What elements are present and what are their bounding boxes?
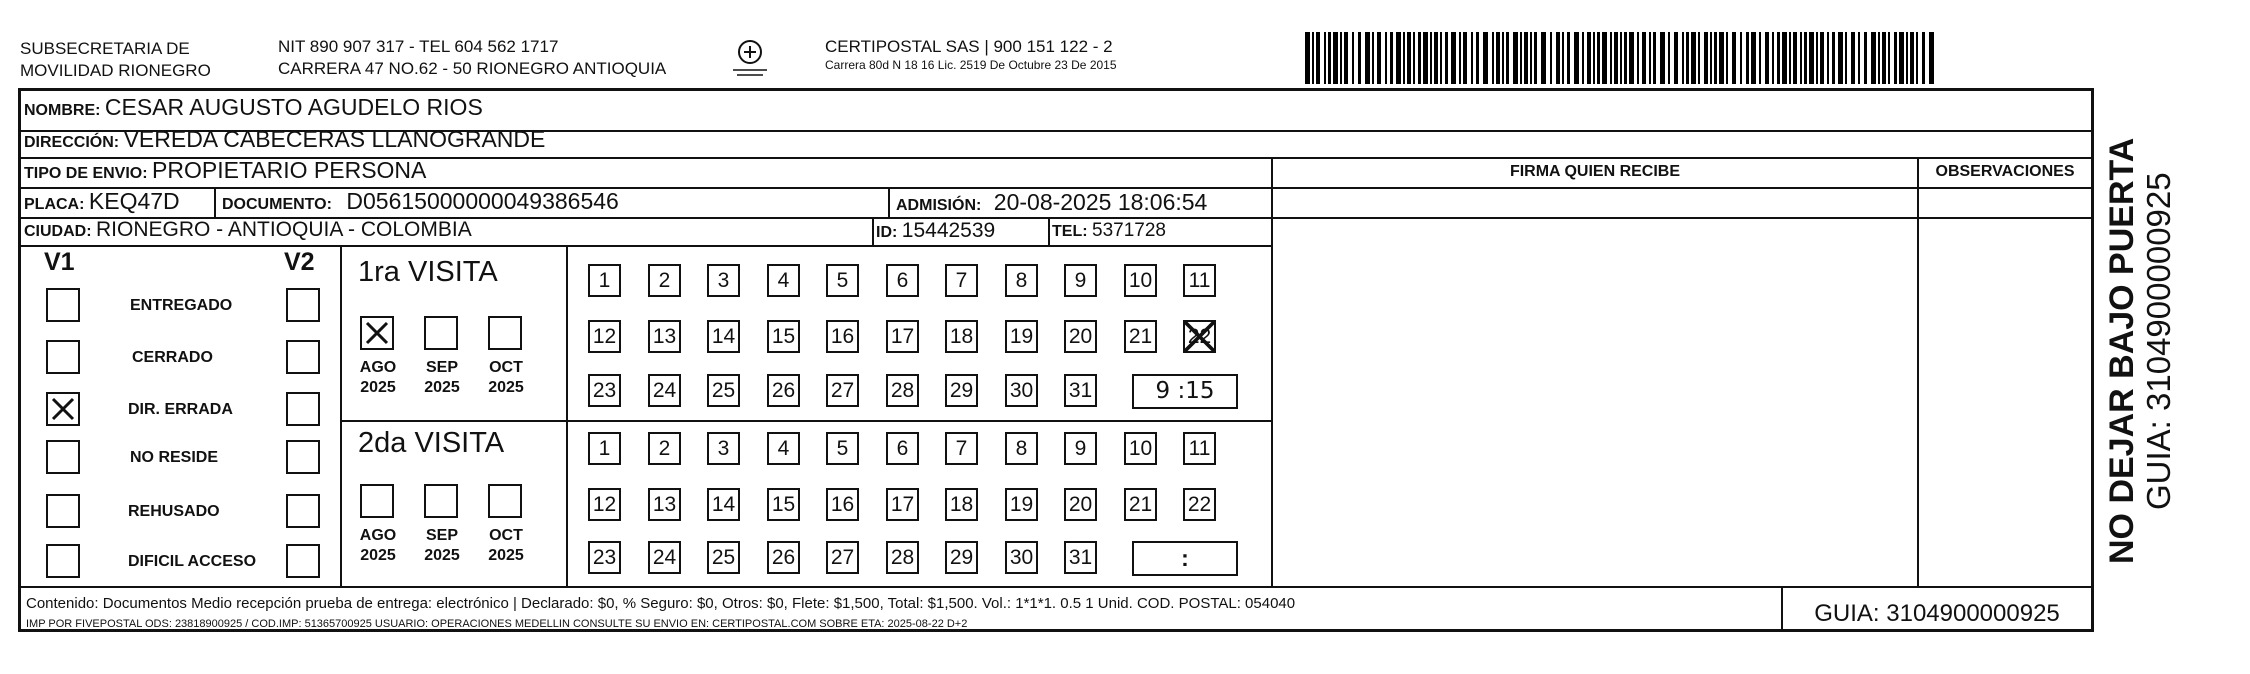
document-value: D05615000000049386546 <box>346 188 619 214</box>
document-field: DOCUMENTO: D05615000000049386546 <box>222 188 619 214</box>
day-box[interactable]: 8 <box>1005 432 1038 465</box>
side-guia: GUIA: 3104900000925 <box>2140 172 2177 510</box>
observations-header: OBSERVACIONES <box>1935 163 2075 180</box>
day-box[interactable] <box>1183 320 1216 353</box>
v2-checkbox[interactable] <box>286 392 320 426</box>
day-box[interactable]: 3 <box>707 432 740 465</box>
footer-content: Contenido: Documentos Medio recepción prueba de entrega: electrónico | Declarado: $0, % Seguro: $0, Otros: $0, Flete: $1,500, Total: $1,500. Vol.: 1*1*1. 0.5 1 Unid. COD. POSTAL: 054040 <box>26 595 1296 612</box>
side-warning: NO DEJAR BAJO PUERTA <box>2103 137 2141 564</box>
day-box[interactable]: 11 <box>1183 432 1216 465</box>
month-checkbox-oct[interactable] <box>488 316 522 350</box>
day-box[interactable]: 18 <box>945 488 978 521</box>
v1-checkbox[interactable] <box>46 544 80 578</box>
v2-header: V2 <box>284 248 315 276</box>
status-label: NO RESIDE <box>130 449 219 466</box>
month-year: 2025 <box>360 379 396 396</box>
day-box[interactable]: 28 <box>886 541 919 574</box>
visit1-time: 9 :15 <box>1132 374 1238 409</box>
v1-checkbox[interactable] <box>46 440 80 474</box>
day-box[interactable]: 4 <box>767 264 800 297</box>
month-checkbox-ago[interactable] <box>360 316 394 350</box>
day-box[interactable]: 10 <box>1124 264 1157 297</box>
day-box[interactable]: 7 <box>945 432 978 465</box>
day-box[interactable]: 1 <box>588 432 621 465</box>
month-name: AGO <box>359 359 397 376</box>
month-label <box>352 358 404 398</box>
status-label: ENTREGADO <box>130 297 233 314</box>
day-box[interactable]: 15 <box>767 320 800 353</box>
day-box[interactable]: 12 <box>588 320 621 353</box>
status-label: DIR. ERRADA <box>128 401 233 418</box>
tel-field: TEL: 5371728 <box>1052 220 1166 241</box>
day-box[interactable]: 16 <box>826 488 859 521</box>
day-box[interactable]: 19 <box>1005 488 1038 521</box>
name-row: NOMBRE: CESAR AUGUSTO AGUDELO RIOS <box>24 94 483 120</box>
v1-header: V1 <box>44 248 75 276</box>
city-field: CIUDAD: RIONEGRO - ANTIOQUIA - COLOMBIA <box>24 218 472 241</box>
day-box[interactable]: 7 <box>945 264 978 297</box>
day-box[interactable]: 2 <box>648 264 681 297</box>
day-box[interactable]: 29 <box>945 541 978 574</box>
day-box[interactable]: 27 <box>826 374 859 407</box>
admission-value: 20-08-2025 18:06:54 <box>993 189 1208 215</box>
day-box[interactable]: 5 <box>826 264 859 297</box>
city-value: RIONEGRO - ANTIOQUIA - COLOMBIA <box>96 218 472 241</box>
day-box[interactable]: 14 <box>707 320 740 353</box>
month-year: 2025 <box>424 547 460 564</box>
day-box[interactable]: 19 <box>1005 320 1038 353</box>
day-number: 22 <box>1187 325 1212 348</box>
month-label <box>416 358 468 398</box>
day-box[interactable]: 13 <box>648 488 681 521</box>
status-label: REHUSADO <box>128 503 220 520</box>
month-name: SEP <box>425 527 458 544</box>
visit2-time: : <box>1132 541 1238 576</box>
month-year: 2025 <box>488 547 524 564</box>
v2-checkbox[interactable] <box>286 544 320 578</box>
day-box[interactable]: 30 <box>1005 541 1038 574</box>
day-box[interactable]: 30 <box>1005 374 1038 407</box>
v1-checkbox[interactable] <box>46 340 80 374</box>
day-box[interactable]: 24 <box>648 374 681 407</box>
day-box[interactable]: 4 <box>767 432 800 465</box>
admission-field: ADMISIÓN: 20-08-2025 18:06:54 <box>896 189 1208 215</box>
day-box[interactable]: 29 <box>945 374 978 407</box>
status-label: CERRADO <box>132 349 213 366</box>
day-box[interactable]: 20 <box>1064 320 1097 353</box>
day-box[interactable]: 5 <box>826 432 859 465</box>
day-box[interactable]: 13 <box>648 320 681 353</box>
day-box[interactable]: 23 <box>588 541 621 574</box>
v2-checkbox[interactable] <box>286 440 320 474</box>
month-name: OCT <box>489 359 523 376</box>
barcode-icon <box>1305 32 1941 84</box>
shipment-type: PROPIETARIO PERSONA <box>152 157 427 183</box>
day-box[interactable]: 11 <box>1183 264 1216 297</box>
month-year: 2025 <box>488 379 524 396</box>
month-name: SEP <box>425 359 458 376</box>
address-row: DIRECCIÓN: VEREDA CABECERAS LLANOGRANDE <box>24 126 546 152</box>
recipient-name: CESAR AUGUSTO AGUDELO RIOS <box>104 94 483 120</box>
day-box[interactable]: 21 <box>1124 488 1157 521</box>
day-box[interactable]: 3 <box>707 264 740 297</box>
month-label <box>480 358 532 398</box>
agency-name: SUBSECRETARIA DE MOVILIDAD RIONEGRO <box>20 39 211 80</box>
day-box[interactable]: 17 <box>886 320 919 353</box>
v1-checkbox[interactable] <box>46 288 80 322</box>
day-box[interactable]: 26 <box>767 541 800 574</box>
day-box[interactable]: 10 <box>1124 432 1157 465</box>
month-name: OCT <box>489 527 523 544</box>
v2-checkbox[interactable] <box>286 340 320 374</box>
day-box[interactable]: 12 <box>588 488 621 521</box>
day-box[interactable]: 15 <box>767 488 800 521</box>
day-box[interactable]: 22 <box>1183 488 1216 521</box>
day-box[interactable]: 27 <box>826 541 859 574</box>
day-box[interactable]: 8 <box>1005 264 1038 297</box>
day-box[interactable]: 1 <box>588 264 621 297</box>
day-box[interactable]: 25 <box>707 541 740 574</box>
month-checkbox-sep[interactable] <box>424 316 458 350</box>
day-box[interactable]: 16 <box>826 320 859 353</box>
day-box[interactable]: 6 <box>886 264 919 297</box>
day-box[interactable]: 20 <box>1064 488 1097 521</box>
recipient-address: VEREDA CABECERAS LLANOGRANDE <box>123 126 546 152</box>
day-box[interactable]: 17 <box>886 488 919 521</box>
day-box[interactable]: 9 <box>1064 432 1097 465</box>
day-box[interactable]: 24 <box>648 541 681 574</box>
agency-contact: NIT 890 907 317 - TEL 604 562 1717 CARRERA 47 NO.62 - 50 RIONEGRO ANTIOQUIA <box>278 37 667 78</box>
plate-value: KEQ47D <box>88 188 180 214</box>
day-box[interactable]: 26 <box>767 374 800 407</box>
month-label <box>416 526 468 566</box>
month-checkbox-ago[interactable] <box>360 484 394 518</box>
day-box[interactable]: 31 <box>1064 541 1097 574</box>
signature-header: FIRMA QUIEN RECIBE <box>1509 163 1681 180</box>
day-box[interactable]: 23 <box>588 374 621 407</box>
day-box[interactable]: 9 <box>1064 264 1097 297</box>
v1-checkbox[interactable] <box>46 392 80 426</box>
tel-value: 5371728 <box>1092 220 1166 241</box>
month-checkbox-oct[interactable] <box>488 484 522 518</box>
month-label <box>352 526 404 566</box>
visit2-title: 2da VISITA <box>358 427 505 459</box>
day-box[interactable]: 6 <box>886 432 919 465</box>
footer-print-info: IMP POR FIVEPOSTAL ODS: 23818900925 / COD.IMP: 51365700925 USUARIO: OPERACIONES MEDELLIN CONSULTE SU ENVIO EN: CERTIPOSTAL.COM SOBRE ETA: 2025-08-22 D+2 <box>26 618 968 630</box>
v2-checkbox[interactable] <box>286 288 320 322</box>
day-box[interactable]: 25 <box>707 374 740 407</box>
day-box[interactable]: 14 <box>707 488 740 521</box>
month-name: AGO <box>359 527 397 544</box>
id-field: ID: 15442539 <box>876 219 996 242</box>
v2-checkbox[interactable] <box>286 494 320 528</box>
type-row: TIPO DE ENVIO: PROPIETARIO PERSONA <box>24 157 427 183</box>
id-value: 15442539 <box>901 219 996 242</box>
plate-field: PLACA: KEQ47D <box>24 188 180 214</box>
month-year: 2025 <box>424 379 460 396</box>
month-label <box>480 526 532 566</box>
day-box[interactable]: 21 <box>1124 320 1157 353</box>
v1-checkbox[interactable] <box>46 494 80 528</box>
certipostal-logo-icon <box>729 38 771 80</box>
visit1-title: 1ra VISITA <box>358 256 498 288</box>
footer-guia: GUIA: 3104900000925 <box>1814 600 2060 627</box>
day-box[interactable]: 2 <box>648 432 681 465</box>
status-label: DIFICIL ACCESO <box>128 553 257 570</box>
month-checkbox-sep[interactable] <box>424 484 458 518</box>
day-box[interactable]: 31 <box>1064 374 1097 407</box>
month-year: 2025 <box>360 547 396 564</box>
day-box[interactable]: 18 <box>945 320 978 353</box>
day-box[interactable]: 28 <box>886 374 919 407</box>
courier-info: CERTIPOSTAL SAS | 900 151 122 - 2 Carrera 80d N 18 16 Lic. 2519 De Octubre 23 De 2015 <box>825 37 1117 72</box>
